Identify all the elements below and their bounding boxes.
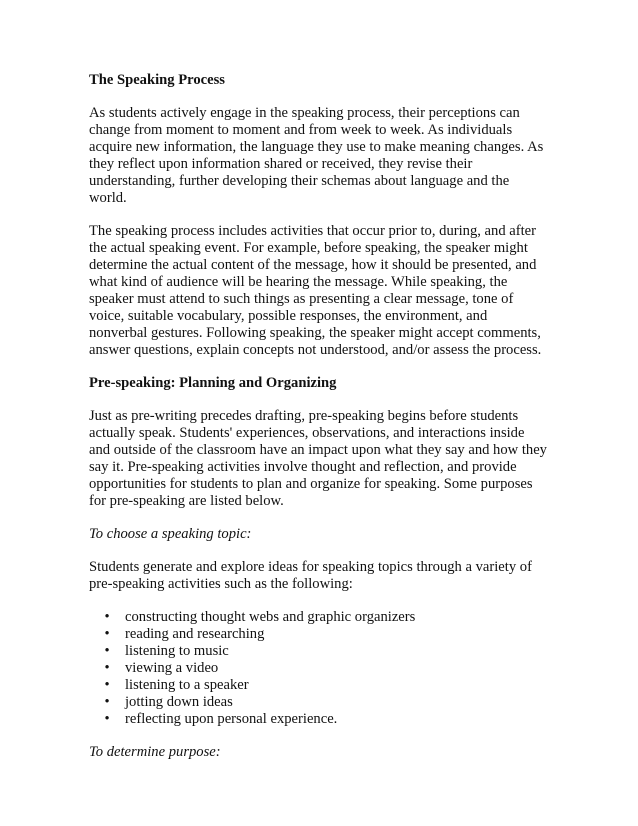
list-item — [89, 609, 549, 626]
bullet-icon: • — [104, 677, 110, 693]
list-item — [89, 694, 549, 711]
intro-paragraph: As students actively engage in the speaking process, their perceptions can change from moment to moment and from week to week. As individuals acquire new information, the language they use to make meaning changes. As they reflect upon information shared or received, they revise their understanding, further developing their schemas about language and the world. — [89, 105, 544, 206]
bullet-icon: • — [104, 626, 110, 642]
bullet-icon: • — [104, 660, 110, 676]
purpose-subheading: To determine purpose: — [89, 744, 221, 760]
list-item-text: listening to a speaker — [125, 677, 249, 693]
list-item — [89, 643, 549, 660]
list-item-text: listening to music — [125, 643, 229, 659]
list-item — [89, 711, 549, 728]
list-item — [89, 660, 549, 677]
list-item-text: reading and researching — [125, 626, 265, 642]
list-item-text: constructing thought webs and graphic organizers — [125, 609, 416, 625]
activity-list — [89, 609, 549, 728]
list-item — [89, 626, 549, 643]
document-page — [89, 72, 549, 777]
process-paragraph: The speaking process includes activities that occur prior to, during, and after the actual speaking event. For example, before speaking, the speaker might determine the actual content of the message, how it should be presented, and what kind of audience will be hearing the message. While speaking, the speaker must attend to such things as presenting a clear message, tone of voice, suitable vocabulary, possible responses, the environment, and nonverbal gestures. Following speaking, the speaker might accept comments, answer questions, explain concepts not understood, and/or assess the process. — [89, 223, 542, 358]
pre-speaking-paragraph: Just as pre-writing precedes drafting, pre-speaking begins before students actually speak. Students' experiences, observations, and interactions inside and outside of the classroom have an impact upon what they say and how they say it. Pre-speaking activities involve thought and reflection, and provide opportunities for students to plan and organize for speaking. Some purposes for pre-speaking are listed below. — [89, 408, 547, 509]
list-item-text: reflecting upon personal experience. — [125, 711, 338, 727]
bullet-icon: • — [104, 643, 110, 659]
section-heading: Pre-speaking: Planning and Organizing — [89, 375, 337, 391]
bullet-icon: • — [104, 609, 110, 625]
topic-subheading: To choose a speaking topic: — [89, 526, 252, 542]
topic-paragraph: Students generate and explore ideas for speaking topics through a variety of pre-speaking activities such as the following: — [89, 559, 532, 592]
list-item-text: viewing a video — [125, 660, 219, 676]
document-title: The Speaking Process — [89, 72, 225, 88]
list-item — [89, 677, 549, 694]
bullet-icon: • — [104, 711, 110, 727]
list-item-text: jotting down ideas — [125, 694, 233, 710]
bullet-icon: • — [104, 694, 110, 710]
